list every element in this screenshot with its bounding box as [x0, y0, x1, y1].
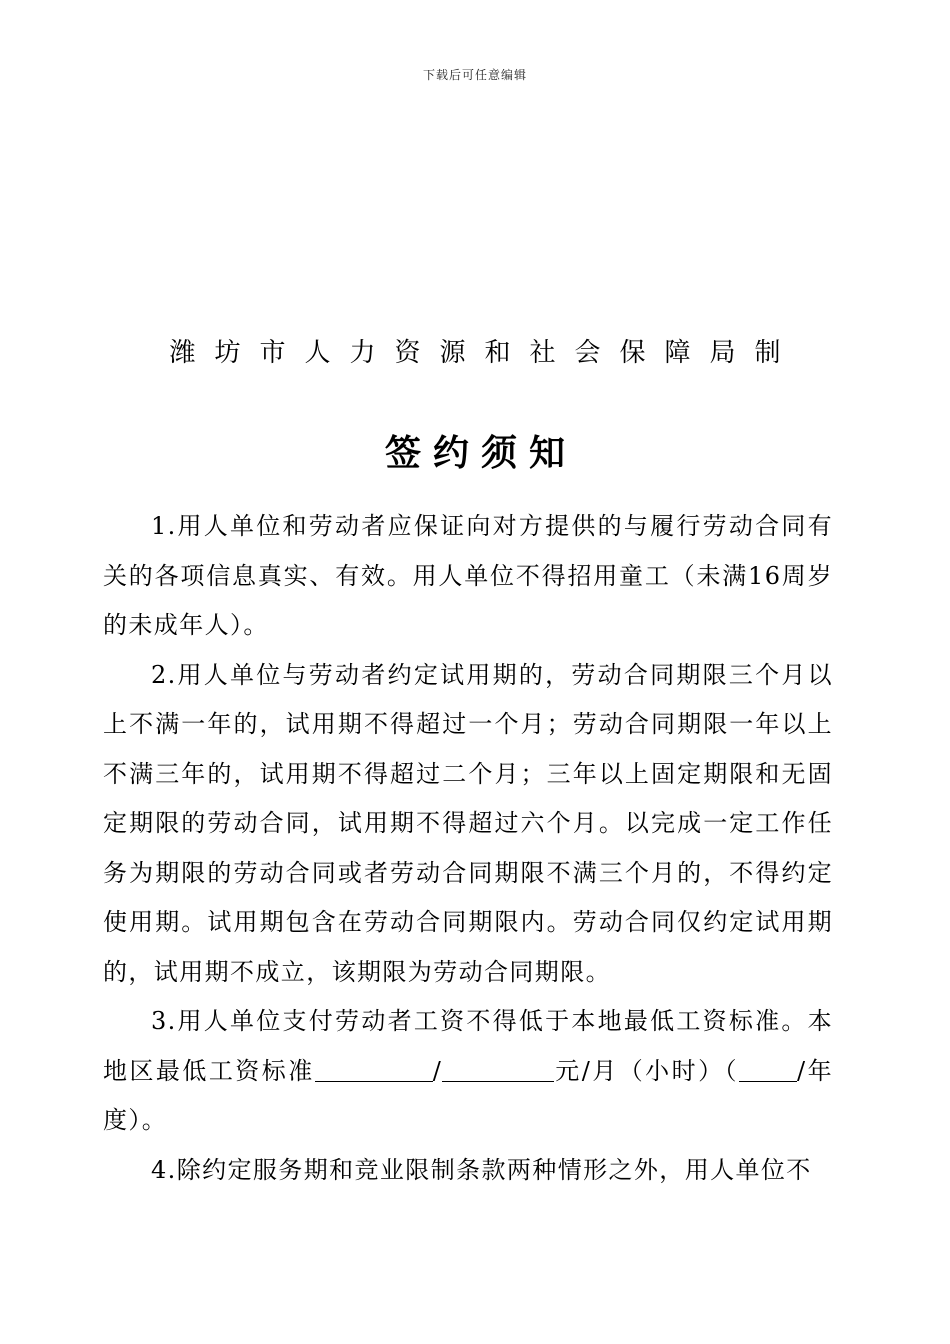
paragraph-3-text-after: 年度）。 [103, 1056, 833, 1134]
paragraph-4: 4.除约定服务期和竞业限制条款两种情形之外，用人单位不 [151, 1155, 812, 1184]
min-wage-slash-1: / [432, 1056, 443, 1085]
min-wage-slash-2: / [797, 1056, 807, 1085]
paragraph-3-text-before: 3.用人单位支付劳动者工资不得低于本地最低工资标准。本地区最低工资标准 [103, 1007, 833, 1085]
paragraph-1: 1.用人单位和劳动者应保证向对方提供的与履行劳动合同有关的各项信息真实、有效。用人单位不得招用童工（未满16周岁的未成年人）。 [103, 512, 833, 639]
min-wage-blank-monthly-after [442, 1053, 554, 1082]
paragraph-2: 2.用人单位与劳动者约定试用期的，劳动合同期限三个月以上不满一年的，试用期不得超过一个月；劳动合同期限一年以上不满三年的，试用期不得超过二个月；三年以上固定期限和无固定期限的劳动合同，试用期不得超过六个月。以完成一定工作任务为期限的劳动合同或者劳动合同期限不满三个月的，不得约定使用期。试用期包含在劳动合同期限内。劳动合同仅约定试用期的，试用期不成立，该期限为劳动合同期限。 [103, 660, 833, 986]
issuer-line: 潍坊市人力资源和社会保障局制 [169, 338, 800, 368]
min-wage-blank-monthly-before [315, 1053, 433, 1082]
paragraph-3 [103, 997, 833, 1146]
document-title: 签约须知 [384, 433, 577, 474]
paragraph-3-text-mid: 元/月（小时）（ [554, 1056, 740, 1085]
min-wage-blank-year [739, 1053, 797, 1082]
document-body [103, 502, 833, 1195]
header-note: 下载后可任意编辑 [422, 68, 527, 82]
